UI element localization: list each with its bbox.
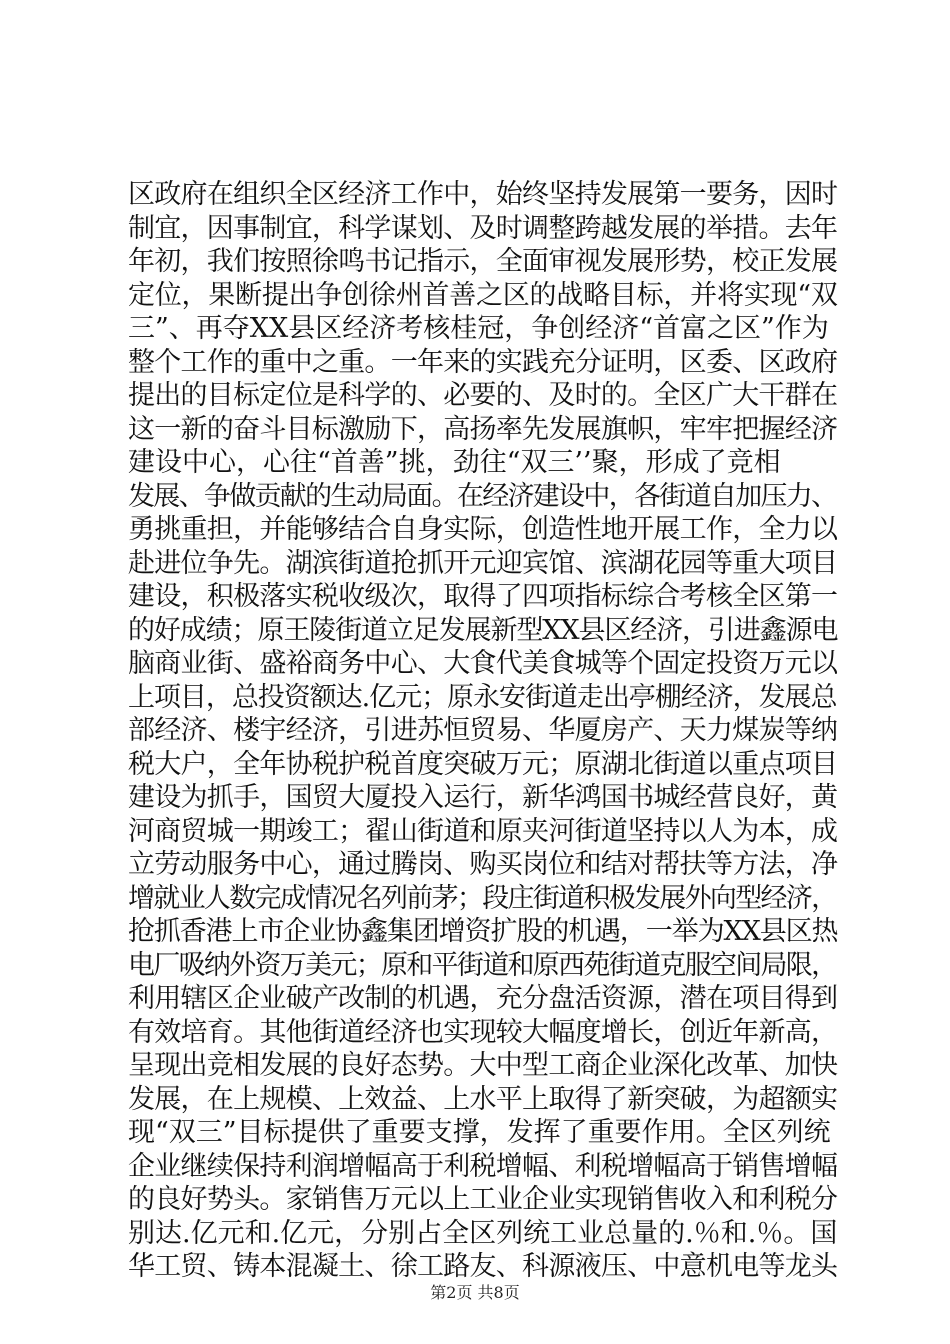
- text-line: 别达.亿元和.亿元，分别占全区列统工业总量的.％和.％。国: [128, 1217, 838, 1249]
- text-line: 提出的目标定位是科学的、必要的、及时的。全区广大干群在: [128, 380, 838, 411]
- body-paragraph: [128, 178, 838, 1284]
- text-line: 赴进位争先。湖滨街道抢抓开元迎宾馆、滨湖花园等重大项目: [128, 547, 838, 579]
- text-line: 现“双三”目标提供了重要支撑，发挥了重要作用。全区列统: [128, 1117, 831, 1148]
- text-line: 制宜，因事制宜，科学谋划、及时调整跨越发展的举措。去年: [128, 212, 838, 244]
- text-line: 上项目，总投资额达.亿元；原永安街道走出亭棚经济，发展总: [128, 681, 837, 713]
- text-line: 企业继续保持利润增幅高于利税增幅、利税增幅高于销售增幅: [128, 1150, 838, 1182]
- text-line: 区政府在组织全区经济工作中，始终坚持发展第一要务，因时: [128, 179, 838, 210]
- text-line: 利用辖区企业破产改制的机遇，充分盘活资源，潜在项目得到: [128, 983, 838, 1014]
- text-line: 定位，果断提出争创徐州首善之区的战略目标，并将实现“双: [128, 279, 838, 311]
- text-line: 立劳动服务中心，通过腾岗、购买岗位和结对帮扶等方法，净: [128, 849, 838, 880]
- page-number-footer: 第2页 共8页: [430, 1283, 520, 1302]
- text-line: 增就业人数完成情况名列前茅；段庄街道积极发展外向型经济，: [128, 882, 837, 914]
- text-line: 华工贸、铸本混凝土、徐工路友、科源液压、中意机电等龙头: [128, 1251, 838, 1282]
- text-line: 发展、争做贡献的生动局面。在经济建设中，各街道自加压力、: [128, 480, 837, 512]
- text-line: 河商贸城一期竣工；翟山街道和原夹河街道坚持以人为本，成: [128, 815, 838, 847]
- text-line: 税大户，全年协税护税首度突破万元；原湖北街道以重点项目: [128, 748, 838, 780]
- text-line: 脑商业街、盛裕商务中心、大食代美食城等个固定投资万元以: [128, 648, 838, 679]
- text-line: 这一新的奋斗目标激励下，高扬率先发展旗帜，牢牢把握经济: [128, 413, 838, 445]
- text-line: 呈现出竞相发展的良好态势。大中型工商企业深化改革、加快: [128, 1050, 838, 1081]
- text-line: 抢抓香港上市企业协鑫集团增资扩股的机遇，一举为XX县区热: [128, 916, 838, 947]
- text-line: 建设为抓手，国贸大厦投入运行，新华鸿国书城经营良好，黄: [128, 782, 838, 813]
- text-line: 整个工作的重中之重。一年来的实践充分证明，区委、区政府: [128, 346, 838, 378]
- text-line: 有效培育。其他街道经济也实现较大幅度增长，创近年新高，: [128, 1016, 838, 1048]
- text-line: 勇挑重担，并能够结合自身实际，创造性地开展工作，全力以: [128, 514, 838, 545]
- text-line: 部经济、楼宇经济，引进苏恒贸易、华厦房产、天力煤炭等纳: [128, 715, 838, 746]
- text-line: 电厂吸纳外资万美元；原和平街道和原西苑街道克服空间局限，: [128, 949, 837, 981]
- text-line: 年初，我们按照徐鸣书记指示，全面审视发展形势，校正发展: [128, 246, 838, 277]
- text-line: 建设，积极落实税收级次，取得了四项指标综合考核全区第一: [128, 581, 838, 612]
- text-line: 的良好势头。家销售万元以上工业企业实现销售收入和利税分: [128, 1184, 838, 1215]
- text-line: 三”、再夺XX县区经济考核桂冠，争创经济“首富之区”作为: [128, 313, 829, 344]
- text-line: 的好成绩；原王陵街道立足发展新型XX县区经济，引进鑫源电: [128, 614, 838, 646]
- text-line: 建设中心，心往“首善”挑，劲往“双三’’聚，形成了竞相: [128, 447, 781, 478]
- text-line: 发展，在上规模、上效益、上水平上取得了新突破，为超额实: [128, 1083, 838, 1115]
